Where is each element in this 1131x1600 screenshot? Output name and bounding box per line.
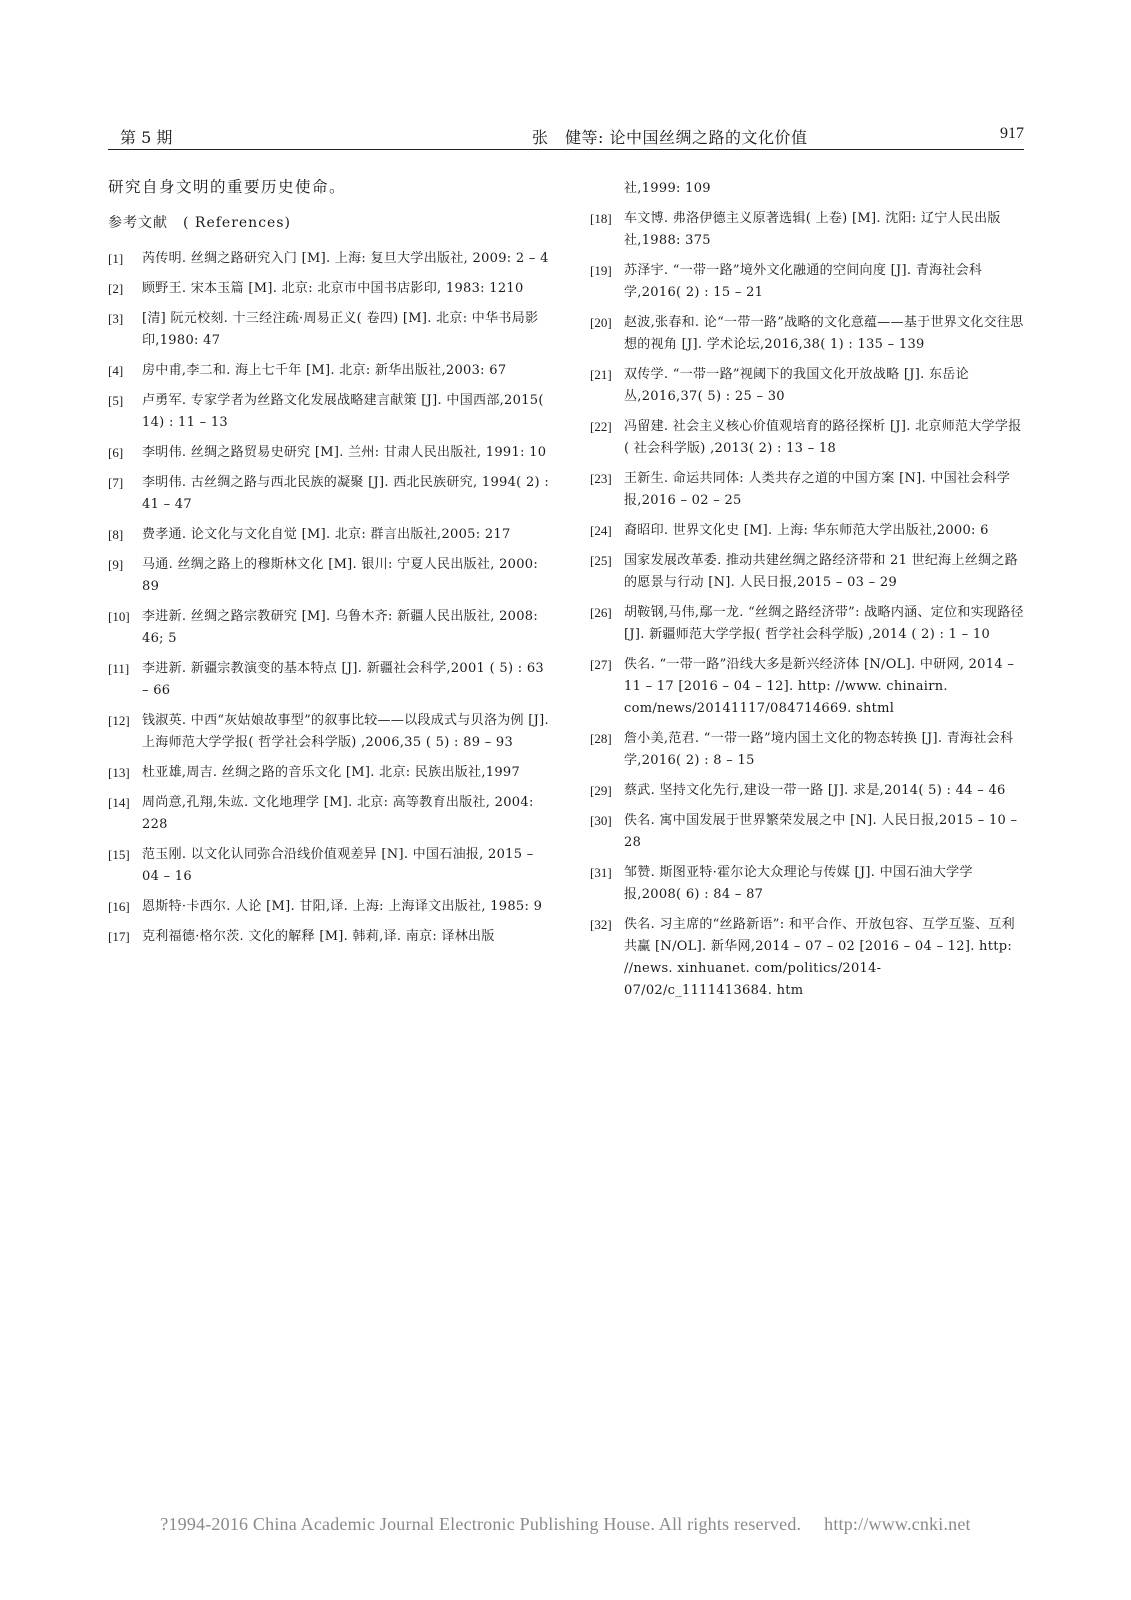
reference-item (108, 360, 552, 382)
reference-text: 钱淑英. 中西“灰姑娘故事型”的叙事比较——以段成式与贝洛为例 [J]. 上海师范大学学报( 哲学社会科学版) ,2006,35 ( 5) : 89 – 93 (142, 713, 549, 750)
reference-item (590, 914, 1024, 1002)
reference-item (590, 780, 1024, 802)
issue-number: 第 5 期 (120, 128, 173, 147)
reference-text: 马通. 丝绸之路上的穆斯林文化 [M]. 银川: 宁夏人民出版社, 2000: 89 (142, 557, 539, 594)
reference-text: 恩斯特·卡西尔. 人论 [M]. 甘阳,译. 上海: 上海译文出版社, 1985: 9 (142, 899, 543, 914)
reference-text: 冯留建. 社会主义核心价值观培育的路径探析 [J]. 北京师范大学学报( 社会科学版) ,2013( 2) : 13 – 18 (624, 419, 1022, 456)
reference-number: [12] (108, 713, 130, 728)
reference-item (108, 308, 552, 352)
right-column (590, 178, 1024, 1010)
reference-text: 胡鞍钢,马伟,鄢一龙. “丝绸之路经济带”: 战略内涵、定位和实现路径 [J]. 新疆师范大学学报( 哲学社会科学版) ,2014 ( 2) : 1 – 10 (624, 605, 1024, 642)
reference-item (108, 844, 552, 888)
reference-number: [29] (590, 783, 612, 798)
reference-text: 周尚意,孔翔,朱竑. 文化地理学 [M]. 北京: 高等教育出版社, 2004: 228 (142, 795, 534, 832)
reference-number: [5] (108, 393, 124, 408)
reference-number: [30] (590, 813, 612, 828)
reference-item (108, 472, 552, 516)
reference-text: 克利福德·格尔茨. 文化的解释 [M]. 韩莉,译. 南京: 译林出版 (142, 929, 495, 944)
reference-number: [28] (590, 731, 612, 746)
reference-number: [8] (108, 527, 124, 542)
reference-text: 李明伟. 丝绸之路贸易史研究 [M]. 兰州: 甘肃人民出版社, 1991: 10 (142, 445, 547, 460)
reference-item (590, 260, 1024, 304)
reference-number: [2] (108, 281, 124, 296)
reference-number: [31] (590, 865, 612, 880)
reference-text: [清] 阮元校刻. 十三经注疏·周易正义( 卷四) [M]. 北京: 中华书局影印,1980: 47 (142, 311, 539, 348)
reference-text: 詹小美,范君. “一带一路”境内国土文化的物态转换 [J]. 青海社会科学,2016( 2) : 8 – 15 (624, 731, 1014, 768)
reference-item (590, 208, 1024, 252)
reference-item (108, 524, 552, 546)
reference-number: [20] (590, 315, 612, 330)
reference-text: 李进新. 丝绸之路宗教研究 [M]. 乌鲁木齐: 新疆人民出版社, 2008: 46; 5 (142, 609, 539, 646)
running-header (108, 121, 1024, 150)
reference-number: [19] (590, 263, 612, 278)
reference-number: [24] (590, 523, 612, 538)
closing-sentence: 研究自身文明的重要历史使命。 (108, 178, 347, 196)
reference-number: [13] (108, 765, 130, 780)
reference-text: 蔡武. 坚持文化先行,建设一带一路 [J]. 求是,2014( 5) : 44 – 46 (624, 783, 1006, 798)
reference-continuation: 社,1999: 109 (624, 181, 711, 196)
reference-text: 杜亚雄,周吉. 丝绸之路的音乐文化 [M]. 北京: 民族出版社,1997 (142, 765, 521, 780)
reference-text: 卢勇军. 专家学者为丝路文化发展战略建言献策 [J]. 中国西部,2015( 14) : 11 – 13 (142, 393, 544, 430)
reference-text: 苏泽宇. “一带一路”境外文化融通的空间向度 [J]. 青海社会科学,2016( 2) : 15 – 21 (624, 263, 983, 300)
reference-item (108, 658, 552, 702)
reference-item (590, 810, 1024, 854)
reference-item (108, 442, 552, 464)
reference-number: [15] (108, 847, 130, 862)
reference-item (108, 896, 552, 918)
reference-item (108, 792, 552, 836)
reference-item (590, 654, 1024, 720)
reference-item (590, 520, 1024, 542)
reference-item (108, 926, 552, 948)
reference-item (108, 248, 552, 270)
reference-item (590, 602, 1024, 646)
reference-item (108, 554, 552, 598)
reference-text: 李进新. 新疆宗教演变的基本特点 [J]. 新疆社会科学,2001 ( 5) : 63 – 66 (142, 661, 544, 698)
reference-text: 邹赞. 斯图亚特·霍尔论大众理论与传媒 [J]. 中国石油大学学报,2008( 6) : 84 – 87 (624, 865, 973, 902)
reference-item (590, 312, 1024, 356)
reference-text: 王新生. 命运共同体: 人类共存之道的中国方案 [N]. 中国社会科学报,2016 – 02 – 25 (624, 471, 1011, 508)
reference-number: [18] (590, 211, 612, 226)
reference-text: 芮传明. 丝绸之路研究入门 [M]. 上海: 复旦大学出版社, 2009: 2 – 4 (142, 251, 549, 266)
reference-item (108, 390, 552, 434)
reference-item (590, 468, 1024, 512)
reference-number: [16] (108, 899, 130, 914)
reference-item (108, 710, 552, 754)
reference-number: [4] (108, 363, 124, 378)
copyright-footer: ?1994-2016 China Academic Journal Electronic Publishing House. All rights reserved. http://www.cnki.net (160, 1514, 971, 1534)
reference-item (108, 278, 552, 300)
reference-number: [7] (108, 475, 124, 490)
reference-text: 国家发展改革委. 推动共建丝绸之路经济带和 21 世纪海上丝绸之路的愿景与行动 [N]. 人民日报,2015 – 03 – 29 (624, 553, 1018, 590)
left-column (108, 170, 552, 956)
reference-number: [21] (590, 367, 612, 382)
reference-text: 双传学. “一带一路”视阈下的我国文化开放战略 [J]. 东岳论丛,2016,37( 5) : 25 – 30 (624, 367, 969, 404)
reference-item (108, 606, 552, 650)
running-title: 张 健等: 论中国丝绸之路的文化价值 (532, 128, 808, 147)
reference-number: [22] (590, 419, 612, 434)
reference-number: [3] (108, 311, 124, 326)
reference-number: [1] (108, 251, 124, 266)
reference-number: [25] (590, 553, 612, 568)
reference-number: [26] (590, 605, 612, 620)
reference-item (108, 762, 552, 784)
reference-text: 费孝通. 论文化与文化自觉 [M]. 北京: 群言出版社,2005: 217 (142, 527, 511, 542)
reference-number: [10] (108, 609, 130, 624)
reference-number: [6] (108, 445, 124, 460)
reference-number: [23] (590, 471, 612, 486)
reference-text: 顾野王. 宋本玉篇 [M]. 北京: 北京市中国书店影印, 1983: 1210 (142, 281, 524, 296)
reference-text: 佚名. “一带一路”沿线大多是新兴经济体 [N/OL]. 中研网, 2014 – 11 – 17 [2016 – 04 – 12]. http: //www. chinairn. com/news/20141117/084714669. shtml (624, 657, 1015, 716)
reference-text: 李明伟. 古丝绸之路与西北民族的凝聚 [J]. 西北民族研究, 1994( 2) : 41 – 47 (142, 475, 550, 512)
page-number: 917 (1000, 125, 1024, 142)
reference-number: [11] (108, 661, 130, 676)
reference-item (590, 416, 1024, 460)
reference-number: [17] (108, 929, 130, 944)
references-heading: 参考文献 ( References) (108, 215, 291, 231)
reference-number: [9] (108, 557, 124, 572)
reference-text: 赵波,张春和. 论“一带一路”战略的文化意蕴——基于世界文化交往思想的视角 [J]. 学术论坛,2016,38( 1) : 135 – 139 (624, 315, 1024, 352)
reference-text: 房中甫,李二和. 海上七千年 [M]. 北京: 新华出版社,2003: 67 (142, 363, 507, 378)
reference-item (590, 728, 1024, 772)
reference-text: 裔昭印. 世界文化史 [M]. 上海: 华东师范大学出版社,2000: 6 (624, 523, 989, 538)
reference-text: 佚名. 习主席的“丝路新语”: 和平合作、开放包容、互学互鉴、互利共赢 [N/OL]. 新华网,2014 – 07 – 02 [2016 – 04 – 12]. http: //news. xinhuanet. com/politics/2014-07/02/c_1111413684. htm (624, 917, 1015, 998)
reference-list-left (108, 248, 552, 948)
reference-text: 范玉刚. 以文化认同弥合沿线价值观差异 [N]. 中国石油报, 2015 – 04 – 16 (142, 847, 534, 884)
reference-text: 佚名. 寓中国发展于世界繁荣发展之中 [N]. 人民日报,2015 – 10 – 28 (624, 813, 1018, 850)
reference-item (590, 364, 1024, 408)
reference-number: [27] (590, 657, 612, 672)
reference-list-right (590, 208, 1024, 1002)
reference-item (590, 862, 1024, 906)
reference-number: [14] (108, 795, 130, 810)
reference-number: [32] (590, 917, 612, 932)
reference-item (590, 550, 1024, 594)
reference-text: 车文博. 弗洛伊德主义原著选辑( 上卷) [M]. 沈阳: 辽宁人民出版社,1988: 375 (624, 211, 1001, 248)
